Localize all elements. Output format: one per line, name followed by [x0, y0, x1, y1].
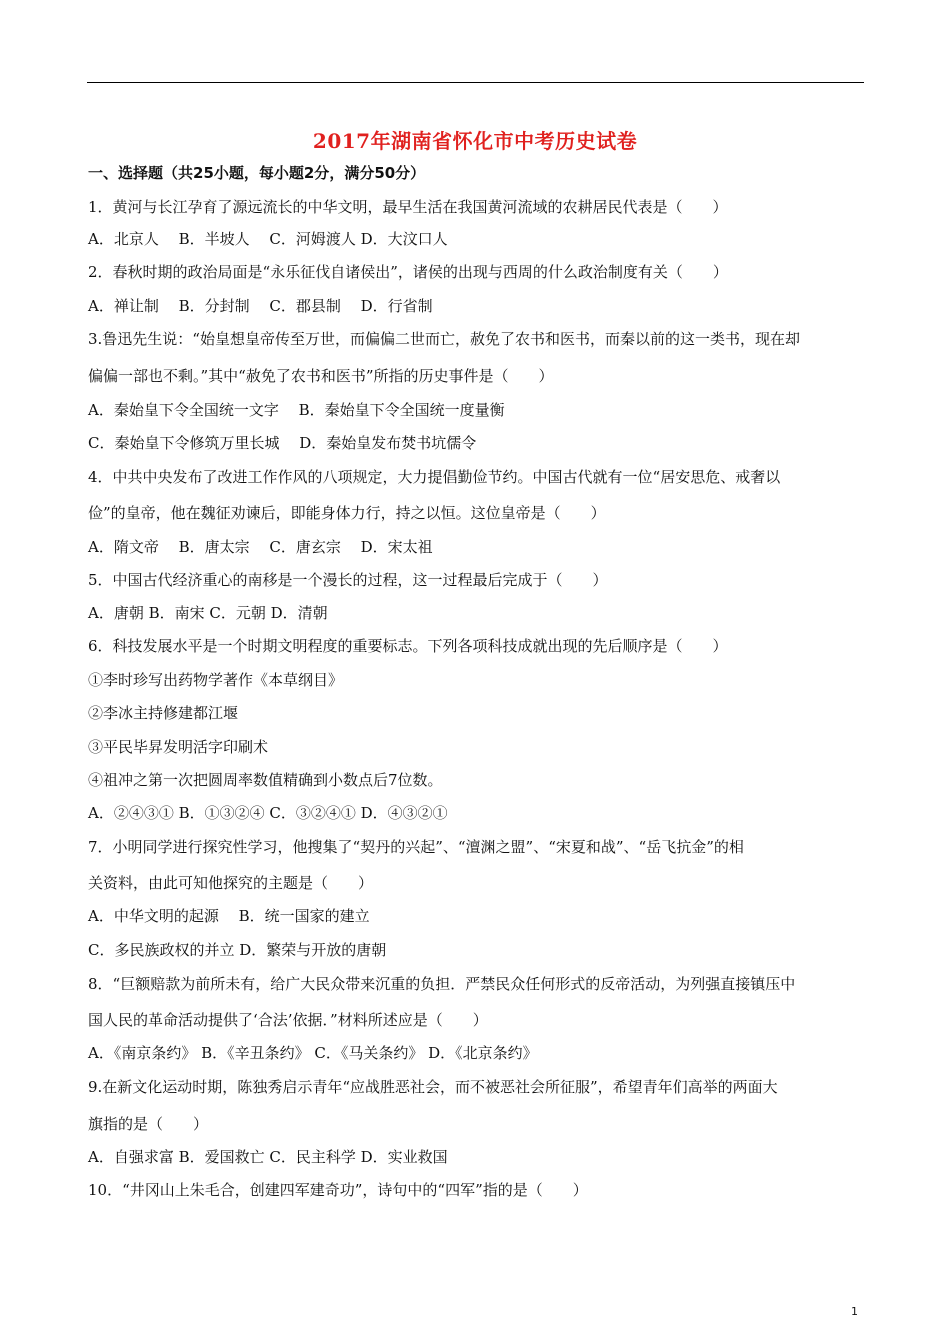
question-6-item-1: ①李时珍写出药物学著作《本草纲目》	[88, 671, 344, 689]
question-9-stem-line-2: 旗指的是（ ）	[88, 1115, 209, 1133]
question-7-options-ab: A．中华文明的起源 B．统一国家的建立	[88, 907, 370, 925]
question-5-stem: 5．中国古代经济重心的南移是一个漫长的过程，这一过程最后完成于（ ）	[88, 571, 608, 589]
page-number: 1	[851, 1305, 858, 1318]
question-6-stem: 6．科技发展水平是一个时期文明程度的重要标志。下列各项科技成就出现的先后顺序是（ ）	[88, 637, 728, 655]
question-4-options: A．隋文帝 B．唐太宗 C．唐玄宗 D．宋太祖	[88, 538, 433, 556]
question-2-options: A．禅让制 B．分封制 C．郡县制 D．行省制	[88, 297, 433, 315]
question-2-stem: 2．春秋时期的政治局面是“永乐征伐自诸侯出”，诸侯的出现与西周的什么政治制度有关（ ）	[88, 263, 728, 281]
question-7-stem-line-1: 7．小明同学进行探究性学习，他搜集了“契丹的兴起”、“澶渊之盟”、“宋夏和战”、“岳飞抗金”的相	[88, 838, 744, 856]
section-heading: 一、选择题（共25小题，每小题2分，满分50分）	[88, 164, 426, 182]
question-1-stem: 1．黄河与长江孕育了源远流长的中华文明，最早生活在我国黄河流域的农耕居民代表是（ ）	[88, 198, 728, 216]
question-7-stem-line-2: 关资料，由此可知他探究的主题是（ ）	[88, 874, 374, 892]
question-7-options-cd: C．多民族政权的并立 D．繁荣与开放的唐朝	[88, 941, 387, 959]
question-10-stem: 10．“井冈山上朱毛合，创建四军建奇功”，诗句中的“四军”指的是（ ）	[88, 1181, 588, 1199]
question-6-options: A．②④③① B．①③②④ C．③②④① D．④③②①	[88, 804, 448, 822]
header-rule	[87, 82, 864, 83]
question-3-stem-line-1: 3.鲁迅先生说：“始皇想皇帝传至万世，而偏偏二世而亡，赦免了农书和医书，而秦以前的这一类书，现在却	[88, 330, 800, 348]
question-9-options: A．自强求富 B．爱国救亡 C．民主科学 D．实业救国	[88, 1148, 448, 1166]
question-6-item-3: ③平民毕昇发明活字印刷术	[88, 738, 269, 756]
question-4-stem-line-2: 俭”的皇帝，他在魏征劝谏后，即能身体力行，持之以恒。这位皇帝是（ ）	[88, 504, 606, 522]
question-1-options: A．北京人 B．半坡人 C．河姆渡人 D．大汶口人	[88, 230, 448, 248]
question-9-stem-line-1: 9.在新文化运动时期，陈独秀启示青年“应战胜恶社会，而不被恶社会所征服”，希望青年们高举的两面大	[88, 1078, 778, 1096]
question-3-stem-line-2: 偏偏一部也不剩。”其中“赦免了农书和医书”所指的历史事件是（ ）	[88, 367, 554, 385]
question-8-options: A．《南京条约》 B．《辛丑条约》 C．《马关条约》 D．《北京条约》	[88, 1044, 538, 1062]
question-4-stem-line-1: 4．中共中央发布了改进工作作风的八项规定，大力提倡勤俭节约。中国古代就有一位“居安思危、戒奢以	[88, 468, 781, 486]
question-3-options-cd: C．秦始皇下令修筑万里长城 D．秦始皇发布焚书坑儒令	[88, 434, 477, 452]
question-8-stem-line-1: 8．“巨额赔款为前所未有，给广大民众带来沉重的负担．严禁民众任何形式的反帝活动，为列强直接镇压中	[88, 975, 796, 993]
question-3-options-ab: A．秦始皇下令全国统一文字 B．秦始皇下令全国统一度量衡	[88, 401, 505, 419]
question-6-item-2: ②李冰主持修建都江堰	[88, 704, 239, 722]
document-title: 2017年湖南省怀化市中考历史试卷	[312, 129, 638, 153]
question-6-item-4: ④祖冲之第一次把圆周率数值精确到小数点后7位数。	[88, 771, 443, 789]
question-5-options: A．唐朝 B．南宋 C．元朝 D．清朝	[88, 604, 328, 622]
question-8-stem-line-2: 国人民的革命活动提供了‘合法’依据．”材料所述应是（ ）	[88, 1011, 488, 1029]
